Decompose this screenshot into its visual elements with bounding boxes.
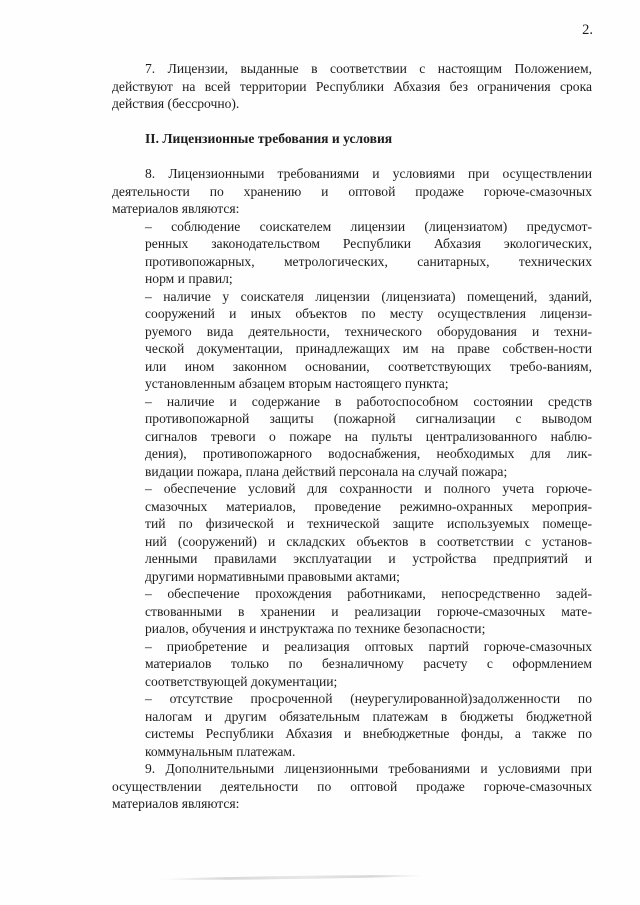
bullet-6-line-3: соответствующей документации;: [145, 673, 338, 689]
document-body: [112, 60, 592, 813]
bullet-7-line-4: коммунальным платежам.: [145, 743, 296, 759]
bullet-4-line-6: другими нормативными правовыми актами;: [145, 568, 400, 584]
bullet-2-line-4: ческой документации, принадлежащих им на праве собствен-ности: [145, 341, 592, 356]
paragraph-7-line-1: 7. Лицензии, выданные в соответствии с настоящим Положением,: [145, 61, 592, 76]
bullet-3: [145, 393, 592, 481]
paragraph-8: [112, 165, 592, 218]
bullet-2-line-3: руемого вида деятельности, технического оборудования и техни-: [145, 323, 592, 339]
bullet-6-line-1: – приобретение и реализация оптовых партий горюче-смазочных: [145, 638, 592, 654]
bullet-3-line-5: видации пожара, плана действий персонала на случай пожара;: [145, 463, 508, 479]
bullet-3-line-3: сигналов тревоги о пожаре на пульты централизованного наблю-: [145, 428, 592, 444]
bullet-7: [145, 690, 592, 760]
bullet-3-line-4: дения), противопожарного водоснабжения, необходимых для лик-: [145, 446, 592, 461]
bullet-1: [145, 218, 592, 288]
bullet-2-line-6: установленным абзацем вторым настоящего пункта;: [145, 376, 449, 391]
bullet-1-line-4: норм и правил;: [145, 271, 233, 286]
bullet-6: [145, 638, 592, 691]
bullet-4-line-1: – обеспечение условий для сохранности и полного учета горюче-: [145, 481, 592, 496]
paragraph-8-line-2: деятельности по хранению и оптовой продаже горюче-смазочных: [112, 183, 592, 199]
paragraph-8-line-1: 8. Лицензионными требованиями и условиями при осуществлении: [145, 166, 592, 181]
section-heading-2: [145, 130, 592, 148]
bullet-5-line-1: – обеспечение прохождения работниками, непосредственно задей-: [145, 586, 592, 601]
bullet-2-line-1: – наличие у соискателя лицензии (лицензиата) помещений, зданий,: [145, 288, 592, 304]
paragraph-9-line-1: 9. Дополнительными лицензионными требованиями и условиями при: [145, 761, 592, 776]
bullet-4: [145, 480, 592, 585]
section-heading-2-line-1: II. Лицензионные требования и условия: [145, 131, 393, 146]
bullet-7-line-1: – отсутствие просроченной (неурегулированной)задолженности по: [145, 691, 592, 706]
bullet-1-line-3: противопожарных, метрологических, санитарных, технических: [145, 253, 592, 269]
paragraph-7: [112, 60, 592, 113]
paragraph-8-line-3: материалов являются:: [112, 201, 240, 216]
bullet-2-line-2: сооружений и иных объектов по месту осуществления лицензи-: [145, 306, 592, 321]
bullet-5: [145, 585, 592, 638]
bullet-3-line-2: противопожарной защиты (пожарной сигнализации с выводом: [145, 411, 592, 426]
bullet-4-line-3: тий по физической и технической защите используемых помеще-: [145, 516, 592, 531]
paragraph-9-line-2: осуществлении деятельности по оптовой продаже горюче-смазочных: [112, 778, 592, 794]
paragraph-7-line-3: действия (бессрочно).: [112, 96, 240, 111]
bullet-5-line-3: риалов, обучения и инструктажа по технике безопасности;: [145, 621, 486, 636]
bullet-4-line-2: смазочных материалов, проведение режимно-охранных мероприя-: [145, 498, 592, 514]
bullet-5-line-2: ствованными в хранении и реализации горюче-смазочных мате-: [145, 603, 592, 619]
paragraph-9: [112, 760, 592, 813]
scan-artifact: [160, 874, 425, 881]
paragraph-7-line-2: действуют на всей территории Республики Абхазия без ограничения срока: [112, 78, 592, 94]
bullet-1-line-1: – соблюдение соискателем лицензии (лицензиатом) предусмот-: [145, 218, 592, 234]
bullet-3-line-1: – наличие и содержание в работоспособном состоянии средств: [145, 393, 592, 409]
bullet-7-line-2: налогам и другим обязательным платежам в бюджеты бюджетной: [145, 708, 592, 724]
paragraph-9-line-3: материалов являются:: [112, 796, 240, 811]
bullet-4-line-4: ний (сооружений) и складских объектов в соответствии с установ-: [145, 533, 592, 549]
bullet-1-line-2: ренных законодательством Республики Абхазия экологических,: [145, 236, 592, 251]
page-number: 2.: [582, 22, 593, 38]
bullet-2: [145, 288, 592, 393]
bullet-6-line-2: материалов только по безналичному расчету с оформлением: [145, 656, 592, 671]
bullet-4-line-5: ленными правилами эксплуатации и устройства предприятий и: [145, 551, 592, 566]
bullet-2-line-5: или ином законном основании, соответствующих требо-ваниям,: [145, 358, 592, 374]
bullet-7-line-3: системы Республики Абхазия и внебюджетные фонды, а также по: [145, 726, 592, 741]
